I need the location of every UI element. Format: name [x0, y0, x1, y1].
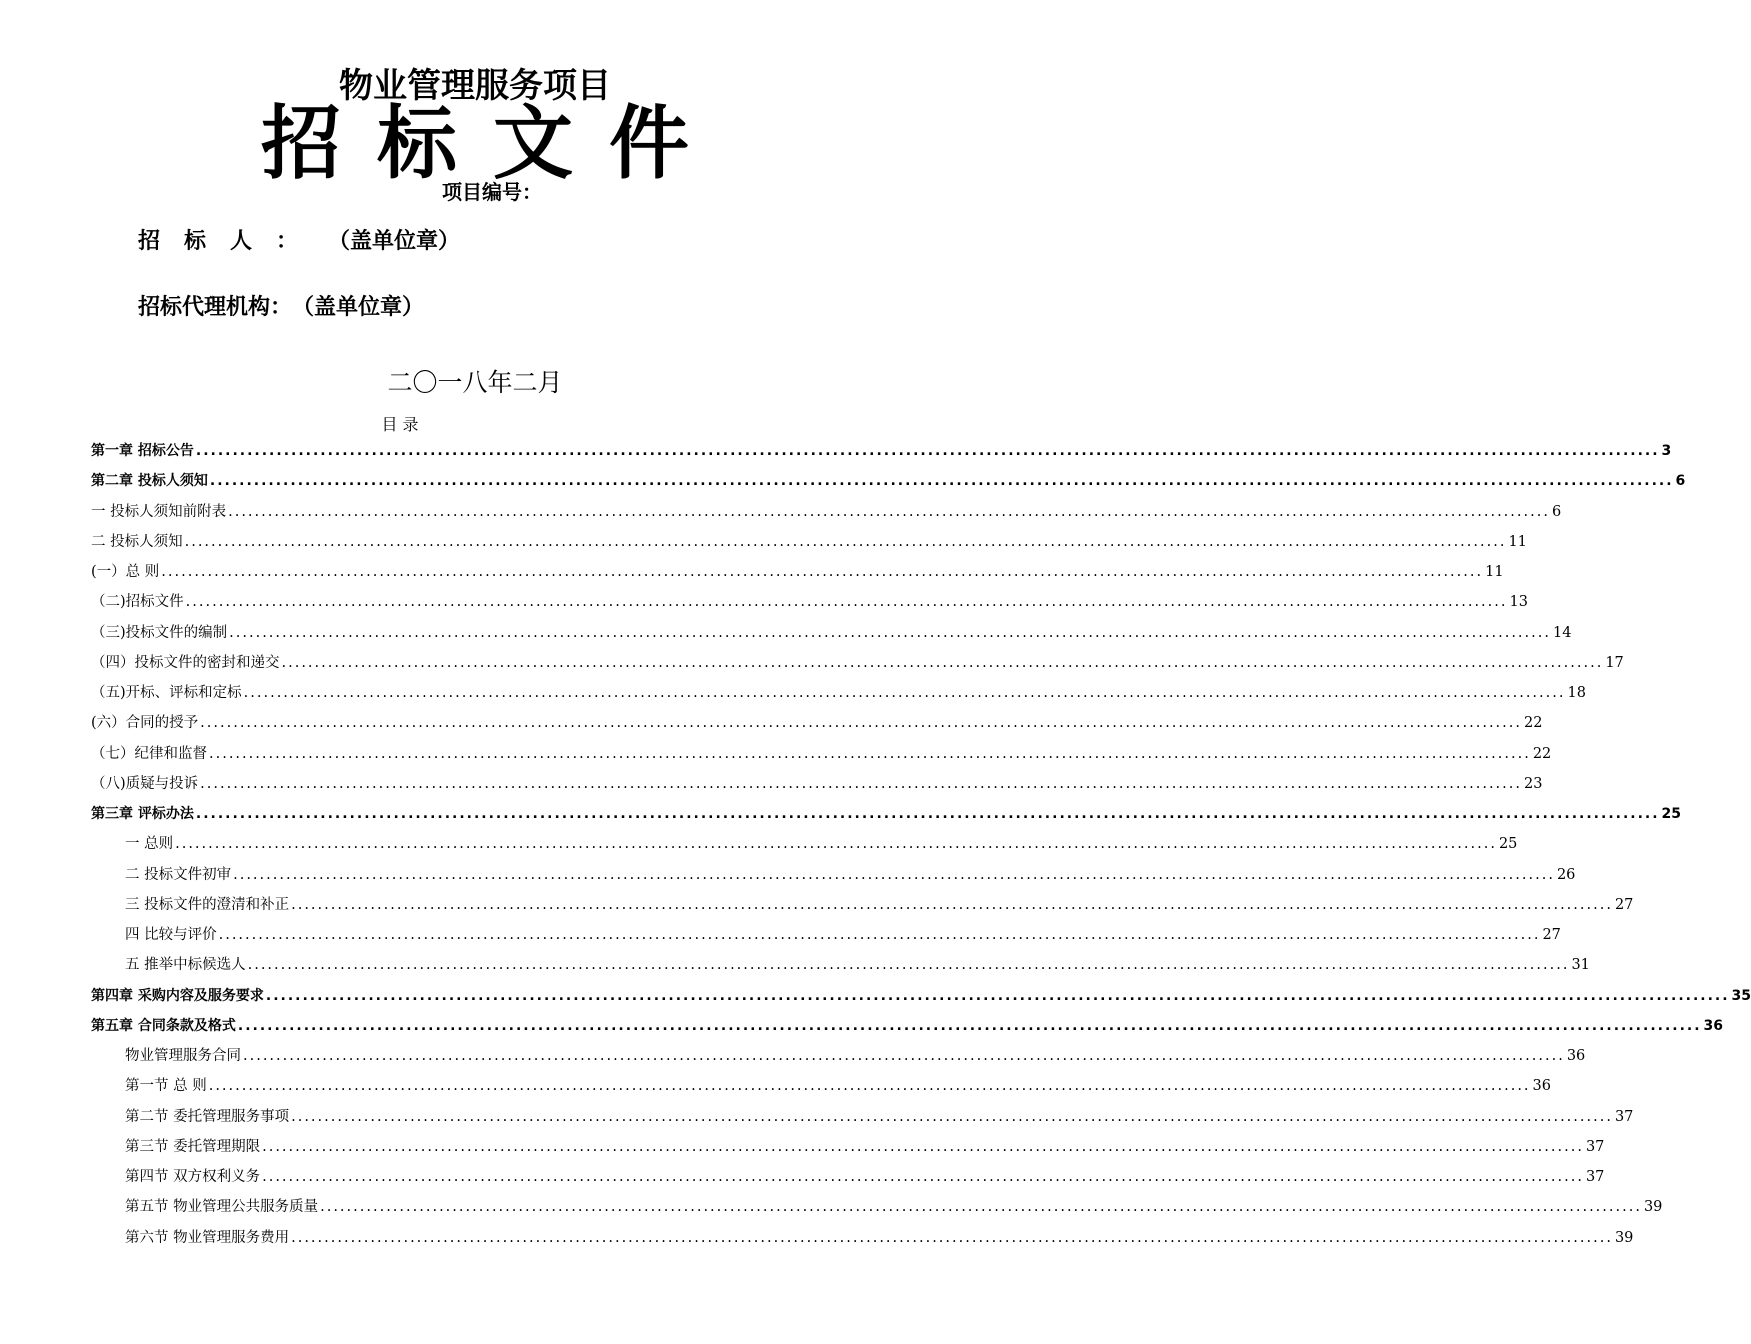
toc-entry[interactable] — [91, 558, 1504, 586]
toc-entry-label: （四）投标文件的密封和递交 — [91, 654, 280, 671]
agency-label: 招标代理机构： — [138, 295, 293, 320]
toc-entry-label: 第四章 采购内容及服务要求 — [91, 987, 264, 1004]
document-title — [0, 98, 950, 188]
tenderer-field — [138, 227, 460, 257]
toc-entry-label: 第一节 总 则 — [125, 1078, 207, 1095]
toc-entry-page: 27 — [1542, 927, 1561, 943]
toc-entry[interactable] — [91, 679, 1586, 707]
title-char: 文 — [493, 96, 573, 190]
title-char: 招 — [261, 96, 341, 190]
toc-dot-leader: ........................................................................................................................................................................................................ — [175, 836, 1497, 853]
project-number-label: 项目编号： — [442, 180, 542, 204]
toc-dot-leader: ........................................................................................................................................................................................................ — [262, 1138, 1584, 1155]
toc-entry-label: （八)质疑与投诉 — [91, 775, 199, 792]
toc-dot-leader: ........................................................................................................................................................................................................ — [265, 987, 1730, 1004]
agency-field — [138, 293, 424, 323]
toc-entry-page: 23 — [1524, 775, 1543, 792]
toc-dot-leader: ........................................................................................................................................................................................................ — [218, 927, 1541, 943]
toc-dot-leader: ........................................................................................................................................................................................................ — [291, 1229, 1613, 1246]
toc-heading: 目 录 — [381, 415, 419, 434]
toc-entry-label: 第六节 物业管理服务费用 — [125, 1229, 290, 1246]
toc-dot-leader: ........................................................................................................................................................................................................ — [161, 564, 1484, 580]
toc-entry-page: 3 — [1661, 443, 1672, 459]
toc-entry-label: 第三章 评标办法 — [91, 806, 194, 822]
toc-entry-page: 31 — [1571, 957, 1590, 974]
toc-entry-page: 17 — [1605, 654, 1624, 671]
toc-entry-label: 五 推举中标候选人 — [125, 957, 246, 974]
issue-date: 二〇一八年二月 — [387, 368, 563, 397]
toc-entry[interactable] — [125, 1163, 1605, 1191]
toc-entry-page: 27 — [1614, 896, 1634, 913]
toc-dot-leader: ........................................................................................................................................................................................................ — [195, 806, 1660, 822]
toc-entry-label: （三)投标文件的编制 — [91, 624, 228, 641]
toc-entry-page: 25 — [1498, 836, 1518, 853]
toc-entry-label: 二 投标文件初审 — [125, 866, 232, 883]
toc-entry-label: 第三节 委托管理期限 — [125, 1138, 261, 1155]
toc-entry[interactable] — [125, 1042, 1586, 1070]
toc-entry-page: 25 — [1661, 806, 1682, 822]
toc-entry[interactable] — [91, 709, 1543, 737]
toc-entry-page: 36 — [1532, 1078, 1551, 1095]
toc-entry[interactable] — [125, 1103, 1634, 1131]
toc-entry-label: (一）总 则 — [91, 564, 160, 580]
toc-entry-page: 22 — [1532, 745, 1552, 762]
toc-entry[interactable] — [91, 800, 1682, 828]
toc-dot-leader: ........................................................................................................................................................................................................ — [184, 533, 1507, 550]
toc-dot-leader: ........................................................................................................................................................................................................ — [209, 745, 1531, 762]
toc-entry-page: 11 — [1485, 564, 1504, 580]
toc-dot-leader: ........................................................................................................................................................................................................ — [229, 624, 1551, 641]
toc-entry-page: 14 — [1552, 624, 1572, 641]
toc-entry-label: 四 比较与评价 — [125, 927, 217, 943]
toc-entry-label: 第二章 投标人须知 — [91, 473, 208, 490]
toc-dot-leader: ........................................................................................................................................................................................................ — [243, 1048, 1565, 1064]
toc-entry-page: 6 — [1551, 503, 1562, 520]
toc-entry-label: 二 投标人须知 — [91, 533, 183, 550]
toc-dot-leader: ........................................................................................................................................................................................................ — [291, 896, 1613, 913]
toc-entry[interactable] — [91, 528, 1527, 556]
toc-entry-page: 39 — [1614, 1229, 1634, 1246]
title-char: 标 — [377, 96, 457, 190]
toc-entry-label: 第五节 物业管理公共服务质量 — [125, 1199, 319, 1216]
toc-entry[interactable] — [91, 740, 1552, 768]
toc-dot-leader: ........................................................................................................................................................................................................ — [228, 503, 1550, 520]
toc-dot-leader: ........................................................................................................................................................................................................ — [243, 685, 1566, 701]
toc-entry-page: 26 — [1556, 866, 1576, 883]
toc-dot-leader: ........................................................................................................................................................................................................ — [247, 957, 1570, 974]
toc-entry[interactable] — [125, 1072, 1551, 1100]
toc-entry-label: 物业管理服务合同 — [125, 1048, 241, 1064]
agency-value: （盖单位章） — [292, 295, 425, 320]
toc-entry-label: （二)招标文件 — [91, 594, 184, 611]
toc-entry-page: 22 — [1524, 715, 1543, 732]
toc-entry-page: 39 — [1643, 1199, 1663, 1216]
toc-entry[interactable] — [125, 1224, 1634, 1252]
toc-entry-label: （七）纪律和监督 — [91, 745, 207, 762]
toc-dot-leader: ........................................................................................................................................................................................................ — [262, 1169, 1584, 1185]
toc-entry[interactable] — [125, 830, 1518, 858]
toc-entry-page: 37 — [1585, 1138, 1605, 1155]
toc-dot-leader: ........................................................................................................................................................................................................ — [320, 1199, 1642, 1216]
toc-entry-label: 一 投标人须知前附表 — [91, 503, 227, 520]
toc-dot-leader: ........................................................................................................................................................................................................ — [281, 654, 1604, 671]
toc-entry-page: 36 — [1703, 1017, 1724, 1034]
toc-entry-page: 37 — [1585, 1169, 1605, 1185]
toc-entry-page: 37 — [1614, 1108, 1634, 1125]
toc-entry[interactable] — [125, 1193, 1663, 1221]
tenderer-label: 招标人： — [138, 229, 323, 254]
toc-entry[interactable] — [125, 921, 1561, 949]
toc-entry-page: 18 — [1567, 685, 1586, 701]
toc-entry-label: 第一章 招标公告 — [91, 443, 194, 459]
toc-entry[interactable] — [91, 649, 1624, 677]
toc-entry[interactable] — [91, 498, 1562, 526]
toc-entry[interactable] — [91, 982, 1751, 1010]
toc-dot-leader: ........................................................................................................................................................................................................ — [200, 715, 1522, 732]
toc-entry-label: 三 投标文件的澄清和补正 — [125, 896, 290, 913]
toc-entry-page: 36 — [1566, 1048, 1586, 1064]
toc-entry-page: 11 — [1508, 533, 1527, 550]
tenderer-value: （盖单位章） — [328, 229, 461, 254]
toc-entry[interactable] — [91, 437, 1672, 465]
toc-entry[interactable] — [125, 1133, 1605, 1161]
toc-entry[interactable] — [91, 1012, 1724, 1040]
toc-entry[interactable] — [125, 891, 1634, 919]
toc-entry[interactable] — [91, 467, 1686, 495]
toc-dot-leader: ........................................................................................................................................................................................................ — [233, 866, 1555, 883]
toc-dot-leader: ........................................................................................................................................................................................................ — [200, 775, 1522, 792]
toc-entry-page: 13 — [1509, 594, 1528, 611]
toc-entry-label: 第二节 委托管理服务事项 — [125, 1108, 290, 1125]
toc-entry-label: （五)开标、评标和定标 — [91, 685, 242, 701]
toc-entry[interactable] — [125, 861, 1576, 889]
toc-entry-label: 一 总则 — [125, 836, 174, 853]
toc-entry-label: 第四节 双方权利义务 — [125, 1169, 261, 1185]
toc-dot-leader: ........................................................................................................................................................................................................ — [208, 1078, 1531, 1095]
toc-entry[interactable] — [125, 951, 1590, 979]
toc-dot-leader: ........................................................................................................................................................................................................ — [209, 473, 1674, 490]
toc-entry[interactable] — [91, 619, 1572, 647]
toc-dot-leader: ........................................................................................................................................................................................................ — [185, 594, 1508, 611]
toc-entry-page: 35 — [1731, 987, 1751, 1004]
toc-entry-label: (六）合同的授予 — [91, 715, 199, 732]
toc-entry-label: 第五章 合同条款及格式 — [91, 1017, 236, 1034]
toc-entry[interactable] — [91, 770, 1543, 798]
toc-dot-leader: ........................................................................................................................................................................................................ — [291, 1108, 1613, 1125]
project-subtitle: 物业管理服务项目 — [339, 66, 611, 106]
toc-dot-leader: ........................................................................................................................................................................................................ — [195, 443, 1660, 459]
toc-entry-page: 6 — [1675, 473, 1686, 490]
toc-entry[interactable] — [91, 588, 1528, 616]
title-char: 件 — [609, 96, 689, 190]
toc-dot-leader: ........................................................................................................................................................................................................ — [237, 1017, 1702, 1034]
